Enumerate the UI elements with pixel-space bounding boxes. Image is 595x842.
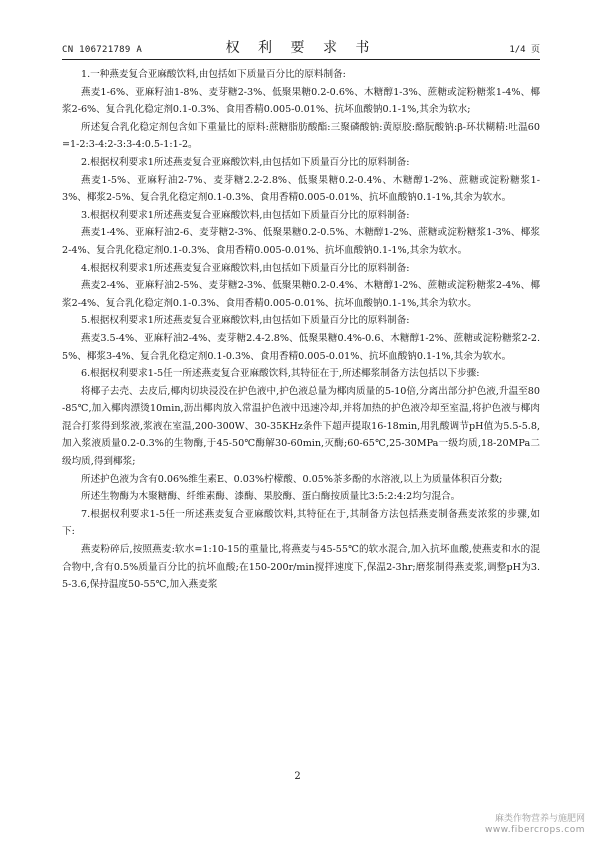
claim-1-intro: 1.一种燕麦复合亚麻酸饮料,由包括如下质量百分比的原料制备: [81,69,346,80]
claim-2-ingredients: 燕麦1-5%、亚麻籽油2-7%、麦芽糖2.2-2.8%、低聚果糖0.2-0.4%、木糖醇1-2%、蔗糖或淀粉糖浆1-3%、椰浆2-5%、复合乳化稳定剂0.1-0.3%、食用香精0.005-0.01%、抗坏血酸钠0.1-1%,其余为软水。 [62,174,540,204]
claim-3-ingredients: 燕麦1-4%、亚麻籽油2-6、麦芽糖2-3%、低聚果糖0.2-0.5%、木糖醇1-2%、蔗糖或淀粉糖浆1-3%、椰浆2-4%、复合乳化稳定剂0.1-0.3%、食用香精0.005-0.01%、抗坏血酸钠0.1-1%,其余为软水。 [62,227,540,256]
claim-5-ingredients: 燕麦3.5-4%、亚麻籽油2-4%、麦芽糖2.4-2.8%、低聚果糖0.4%-0.6、木糖醇1-2%、蔗糖或淀粉糖浆2-2.5%、椰浆3-4%、复合乳化稳定剂0.1-0.3%、食用香精0.005-0.01%、抗坏血酸钠0.1-1%,其余为软水。 [62,332,540,362]
claim-6-intro: 6.根据权利要求1-5任一所述燕麦复合亚麻酸饮料,其特征在于,所述椰浆制备方法包括以下步骤: [81,368,480,380]
claims-body [62,66,540,594]
claim-4-ingredients: 燕麦2-4%、亚麻籽油2-5%、麦芽糖2-3%、低聚果糖0.2-0.4%、木糖醇1-2%、蔗糖或淀粉糖浆2-4%、椰浆2-4%、复合乳化稳定剂0.1-0.3%、食用香精0.005-0.01%、抗坏血酸钠0.1-1%,其余为软水。 [62,280,540,309]
page-header [62,36,540,60]
claim-5-intro: 5.根据权利要求1所述燕麦复合亚麻酸饮料,由包括如下质量百分比的原料制备: [81,315,410,327]
claim-6-color-solution: 所述护色液为含有0.06%维生素E、0.03%柠檬酸、0.05%茶多酚的水溶液,以上为质量体积百分数; [81,473,503,485]
claim-1-stabilizer: 所述复合乳化稳定剂包含如下重量比的原料:蔗糖脂肪酸酯:三聚磷酸钠:黄原胶:酪朊酸钠:β-环状糊精:吐温60=1-2:3-4:2-3:3-4:0.5-1:1-2。 [62,121,540,151]
claim-7-intro: 7.根据权利要求1-5任一所述燕麦复合亚麻酸饮料,其特征在于,其制备方法包括燕麦制备燕麦浓浆的步骤,如下: [62,508,540,538]
claim-4-intro: 4.根据权利要求1所述燕麦复合亚麻酸饮料,由包括如下质量百分比的原料制备: [81,262,410,274]
claim-2-intro: 2.根据权利要求1所述燕麦复合亚麻酸饮料,由包括如下质量百分比的原料制备: [81,156,410,168]
header-rule [62,59,540,60]
claim-6-method: 将椰子去壳、去皮后,椰肉切块浸没在护色液中,护色液总量为椰肉质量的5-10倍,分离出部分护色液,升温至80-85℃,加入椰肉漂烫10min,沥出椰肉放入常温护色液中迅速冷却,并将加热的护色液冷却至室温,将护色液与椰肉混合打浆得到浆液,浆液在室温,200-300W、30-35KHz条件下超声提取16-18min,用乳酸调节pH值为5.5-5.8,加入浆液质量0.2-0.3%的生物酶,于45-50℃酶解30-60min,灭酶;60-65℃,25-30MPa一级均质,18-20MPa二级均质,得到椰浆; [62,385,540,468]
claim-6-enzyme: 所述生物酶为木聚糖酶、纤维素酶、漆酶、果胶酶、蛋白酶按质量比3:5:2:4:2均匀混合。 [81,491,461,503]
watermark [485,814,585,836]
document-title: 权 利 要 求 书 [225,40,377,56]
watermark-url: www.fibercrops.com [485,825,585,835]
claim-3-intro: 3.根据权利要求1所述燕麦复合亚麻酸饮料,由包括如下质量百分比的原料制备: [81,209,410,221]
patent-number: CN 106721789 A [62,45,143,55]
claim-7-method: 燕麦粉碎后,按照燕麦:软水=1:10-15的重量比,将燕麦与45-55℃的软水混合,加入抗坏血酸,使燕麦和水的混合物中,含有0.5%质量百分比的抗坏血酸;在150-200r/min搅拌速度下,保温2-3hr;磨浆制得燕麦浆,调整pH为3.5-3.6,保持温度50-55℃,加入燕麦浆 [62,544,540,591]
watermark-name: 麻类作物营养与施肥网 [494,814,585,824]
claim-1-ingredients: 燕麦1-6%、亚麻籽油1-8%、麦芽糖2-3%、低聚果糖0.2-0.6%、木糖醇1-3%、蔗糖或淀粉糖浆1-4%、椰浆2-6%、复合乳化稳定剂0.1-0.3%、食用香精0.005-0.01%、抗坏血酸钠0.1-1%,其余为软水; [62,86,540,116]
page-number: 2 [294,771,301,782]
page-indicator: 1/4 页 [509,45,540,55]
